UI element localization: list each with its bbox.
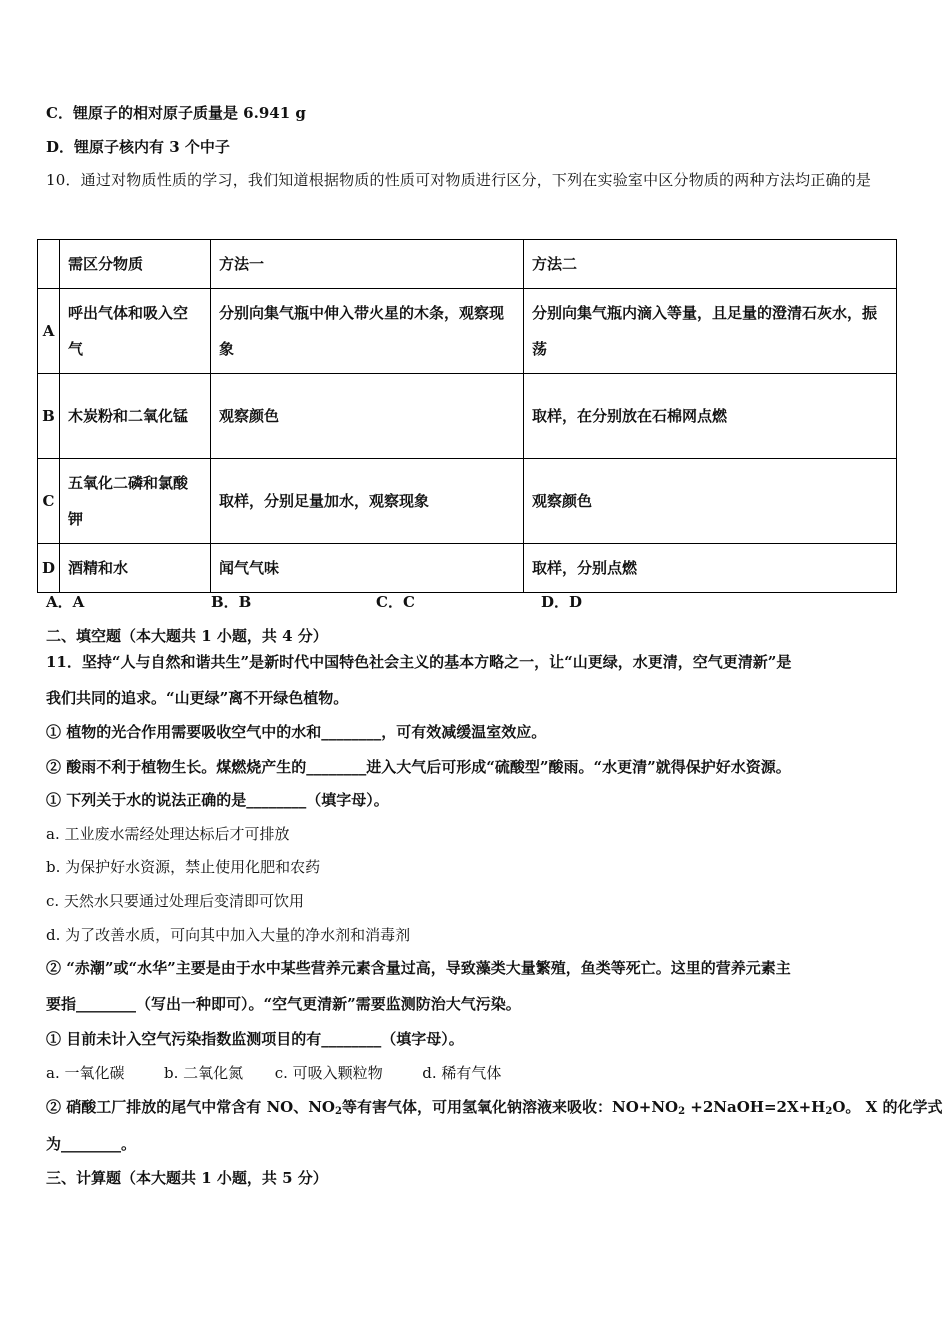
pollutant-choice: c. 可吸入颗粒物 — [274, 1064, 383, 1082]
row-substance: 酒精和水 — [60, 544, 211, 593]
q11-item4: ② “赤潮”或“水华”主要是由于水中某些营养元素含量过高，导致藻类大量繁殖，鱼类等死亡。这里的营养元素主 — [46, 959, 791, 977]
q10-table — [37, 239, 897, 593]
table-row — [38, 459, 897, 544]
row-label: D — [38, 544, 60, 593]
row-method2: 取样，分别点燃 — [524, 544, 897, 593]
q11-choice-c: c. 天然水只要通过处理后变清即可饮用 — [46, 892, 304, 910]
q11-pollutant-choices — [46, 1063, 501, 1083]
header-method1: 方法一 — [211, 240, 524, 289]
q11-item2: ② 酸雨不利于植物生长。煤燃烧产生的________进入大气后可形成“硫酸型”酸雨。“水更清”就得保护好水资源。 — [46, 758, 791, 776]
row-method1: 闻气气味 — [211, 544, 524, 593]
answer-b: B．B — [211, 593, 252, 611]
q10-table-header — [38, 240, 897, 289]
q11-item5: 要指________（写出一种即可）。“空气更清新”需要监测防治大气污染。 — [46, 995, 521, 1013]
pollutant-choice: b. 二氧化氮 — [164, 1064, 244, 1082]
q9-option-d: D．锂原子核内有 3 个中子 — [46, 138, 230, 156]
q11-choice-d: d. 为了改善水质，可向其中加入大量的净水剂和消毒剂 — [46, 926, 411, 944]
q11-line1: 11．坚持“人与自然和谐共生”是新时代中国特色社会主义的基本方略之一，让“山更绿，水更清，空气更清新”是 — [46, 653, 792, 671]
q11-item1: ① 植物的光合作用需要吸收空气中的水和________，可有效减缓温室效应。 — [46, 723, 547, 741]
q11-item3: ① 下列关于水的说法正确的是________（填字母）。 — [46, 791, 389, 809]
table-row — [38, 374, 897, 459]
pollutant-choice: d. 稀有气体 — [422, 1064, 502, 1082]
q10-stem: 10．通过对物质性质的学习，我们知道根据物质的性质可对物质进行区分，下列在实验室中区分物质的两种方法均正确的是 — [46, 171, 872, 189]
q11-choice-b: b. 为保护好水资源，禁止使用化肥和农药 — [46, 858, 321, 876]
row-substance: 呼出气体和吸入空气 — [60, 289, 211, 374]
q11-line2: 我们共同的追求。“山更绿”离不开绿色植物。 — [46, 689, 349, 707]
header-substance: 需区分物质 — [60, 240, 211, 289]
q11-choice-a: a. 工业废水需经处理达标后才可排放 — [46, 825, 290, 843]
header-method2: 方法二 — [524, 240, 897, 289]
section3-title: 三、计算题（本大题共 1 小题，共 5 分） — [46, 1169, 328, 1187]
row-method2: 观察颜色 — [524, 459, 897, 544]
pollutant-choice: a. 一氧化碳 — [46, 1064, 125, 1082]
row-method1: 取样，分别足量加水，观察现象 — [211, 459, 524, 544]
row-label: C — [38, 459, 60, 544]
row-method1: 分别向集气瓶中伸入带火星的木条，观察现象 — [211, 289, 524, 374]
table-row — [38, 544, 897, 593]
answer-c: C．C — [376, 593, 415, 611]
table-corner — [38, 240, 60, 289]
q11-item7: ② 硝酸工厂排放的尾气中常含有 NO、$NO_2$等有害气体，可用氢氧化钠溶液来吸收：$NO+NO_2$ $+2NaOH=2X+H_2O$。 X 的化学式 — [46, 1098, 943, 1117]
q11-item6: ① 目前未计入空气污染指数监测项目的有________（填字母）。 — [46, 1030, 464, 1048]
row-label: B — [38, 374, 60, 459]
q11-item8: 为________。 — [46, 1135, 137, 1153]
row-label: A — [38, 289, 60, 374]
section2-title: 二、填空题（本大题共 1 小题，共 4 分） — [46, 627, 328, 645]
row-method1: 观察颜色 — [211, 374, 524, 459]
row-method2: 分别向集气瓶内滴入等量，且足量的澄清石灰水，振荡 — [524, 289, 897, 374]
row-substance: 五氧化二磷和氯酸钾 — [60, 459, 211, 544]
row-method2: 取样，在分别放在石棉网点燃 — [524, 374, 897, 459]
q9-option-c: C．锂原子的相对原子质量是 6.941 g — [46, 104, 306, 122]
answer-d: D．D — [541, 593, 583, 611]
row-substance: 木炭粉和二氧化锰 — [60, 374, 211, 459]
answer-a: A．A — [46, 593, 85, 611]
table-row — [38, 289, 897, 374]
